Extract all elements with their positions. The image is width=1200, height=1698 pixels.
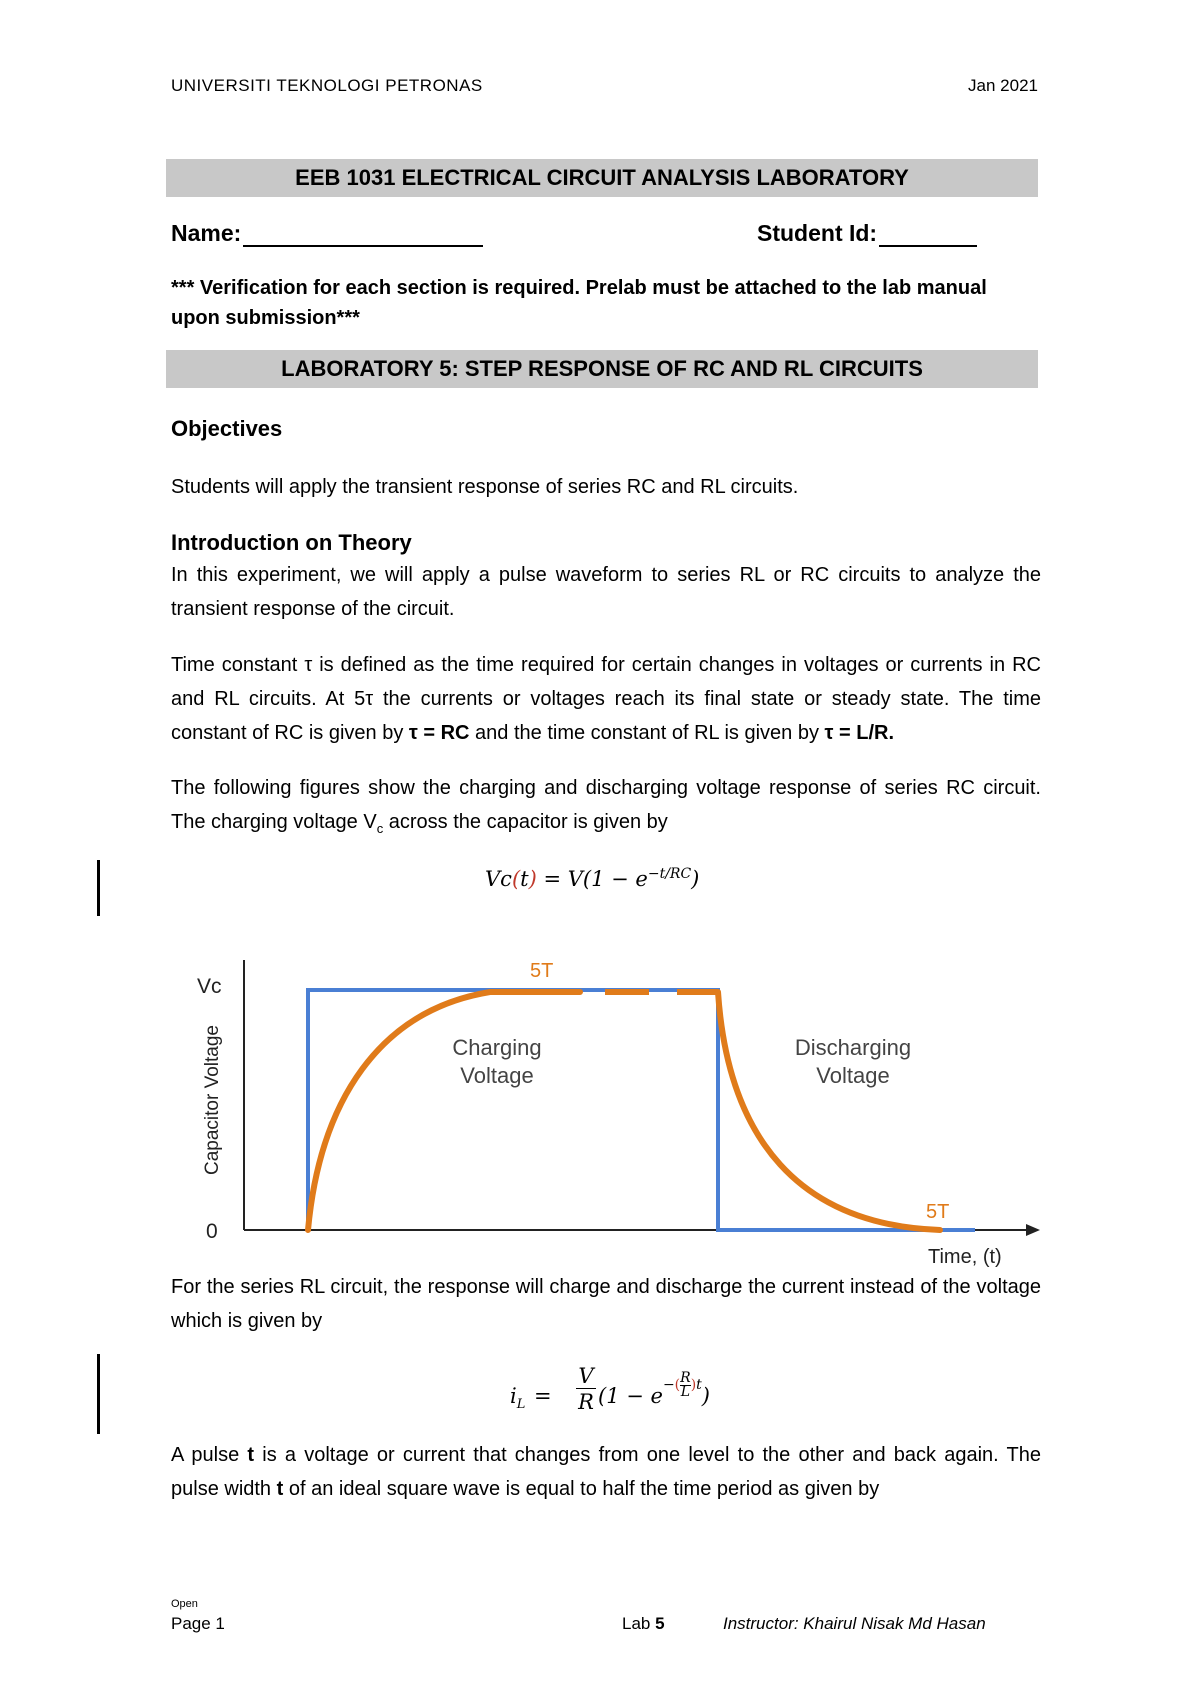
revision-bar-2 bbox=[97, 1354, 100, 1434]
p2-text-b: and the time constant of RL is given by bbox=[469, 722, 825, 744]
eq1-exponent: −t/RC bbox=[647, 866, 692, 882]
eq1-lhs: Vc bbox=[485, 867, 512, 891]
p5-text-c: of an ideal square wave is equal to half the time period as given by bbox=[283, 1478, 880, 1500]
eq2-equals: = bbox=[534, 1384, 552, 1408]
eq2-numerator: V bbox=[576, 1364, 596, 1389]
charging-equation bbox=[485, 866, 699, 891]
intro-paragraph-1: In this experiment, we will apply a pulse waveform to series RL or RC circuits to analyze the transient response of the circuit. bbox=[171, 564, 1041, 620]
footer-classification: Open bbox=[171, 1598, 198, 1610]
name-field[interactable] bbox=[171, 220, 483, 247]
discharging-curve bbox=[718, 992, 940, 1230]
student-id-field[interactable] bbox=[757, 220, 977, 247]
header-university: UNIVERSITI TEKNOLOGI PETRONAS bbox=[171, 76, 483, 95]
p3-text-a: The following figures show the charging and discharging voltage response of series RC circuit. The charging voltage V bbox=[171, 777, 1041, 833]
eq2-exp-t: t bbox=[696, 1377, 702, 1393]
p3-text-b: across the capacitor is given by bbox=[383, 811, 668, 833]
eq2-exp-paren-open: ( bbox=[674, 1377, 681, 1393]
footer-lab-no: 5 bbox=[655, 1614, 665, 1633]
intro-paragraph-4: For the series RL circuit, the response will charge and discharge the current instead of the voltage which is given by bbox=[171, 1276, 1041, 1332]
name-underline[interactable] bbox=[243, 223, 483, 247]
footer-lab bbox=[622, 1614, 665, 1634]
marker-top-5t: 5T bbox=[530, 960, 554, 982]
course-title-banner: EEB 1031 ELECTRICAL CIRCUIT ANALYSIS LABORATORY bbox=[166, 159, 1038, 197]
eq2-exp-paren-close: ) bbox=[690, 1377, 697, 1393]
eq2-exp-den: L bbox=[680, 1383, 691, 1400]
p5-t1: t bbox=[247, 1444, 255, 1466]
objectives-text: Students will apply the transient response of series RC and RL circuits. bbox=[171, 476, 799, 498]
header-date: Jan 2021 bbox=[968, 76, 1038, 95]
eq1-arg-close: ) bbox=[528, 867, 537, 891]
x-axis-label: Time, (t) bbox=[928, 1246, 1002, 1268]
eq2-exponent bbox=[662, 1369, 702, 1400]
discharging-label-2: Voltage bbox=[816, 1063, 890, 1088]
student-id-underline[interactable] bbox=[879, 223, 977, 247]
name-label: Name: bbox=[171, 220, 242, 246]
eq2-body-text: (1 − e bbox=[598, 1384, 663, 1408]
eq1-rhs: = V(1 − e bbox=[536, 867, 648, 891]
footer-lab-label: Lab bbox=[622, 1614, 651, 1633]
eq1-arg: t bbox=[520, 867, 529, 891]
p5-text-b: is a voltage or current that changes from one level to the other and back again. The pulse width bbox=[171, 1444, 1041, 1500]
lab-title-banner: LABORATORY 5: STEP RESPONSE OF RC AND RL CIRCUITS bbox=[166, 350, 1038, 388]
p5-t2: t bbox=[276, 1478, 284, 1500]
revision-bar bbox=[97, 860, 100, 916]
eq2-close: ) bbox=[701, 1384, 710, 1408]
marker-bottom-5t: 5T bbox=[926, 1201, 950, 1223]
y-top-label: Vc bbox=[197, 975, 222, 998]
p2-text-a: Time constant τ is defined as the time required for certain changes in voltages or currents in RC and RL circuits. At 5τ the currents or voltages reach its final state or steady state. The time constant of RC is given by bbox=[171, 654, 1041, 744]
charging-curve bbox=[308, 992, 580, 1230]
footer-page: Page 1 bbox=[171, 1614, 225, 1633]
student-id-label: Student Id: bbox=[757, 220, 878, 246]
eq2-lhs bbox=[510, 1384, 525, 1412]
eq1-close: ) bbox=[691, 867, 700, 891]
charging-label-2: Voltage bbox=[460, 1063, 534, 1088]
footer-instructor: Instructor: Khairul Nisak Md Hasan bbox=[723, 1614, 986, 1633]
p2-rc-formula: τ = RC bbox=[408, 722, 470, 744]
intro-heading: Introduction on Theory bbox=[171, 530, 412, 555]
eq2-exp-num: R bbox=[680, 1369, 691, 1386]
p5-text-a: A pulse bbox=[171, 1444, 248, 1466]
intro-paragraph-5 bbox=[171, 1438, 1041, 1506]
eq2-exp-minus: − bbox=[662, 1377, 675, 1393]
eq2-denominator: R bbox=[578, 1390, 594, 1414]
p2-end: . bbox=[888, 722, 895, 744]
x-axis-arrow bbox=[1026, 1224, 1040, 1236]
eq2-body bbox=[598, 1369, 710, 1413]
discharging-label-1: Discharging bbox=[794, 1035, 912, 1060]
eq1-arg-open: ( bbox=[511, 867, 521, 891]
intro-paragraph-3 bbox=[171, 771, 1041, 846]
charging-label-1: Charging bbox=[452, 1035, 542, 1060]
eq2-lhs-i: i bbox=[510, 1384, 517, 1408]
p3-subscript: c bbox=[376, 821, 384, 836]
y-axis-label: Capacitor Voltage bbox=[202, 1025, 223, 1175]
eq2-exp-fraction bbox=[680, 1369, 691, 1400]
verification-note: *** Verification for each section is required. Prelab must be attached to the lab manual upon submission*** bbox=[171, 277, 987, 329]
objectives-heading: Objectives bbox=[171, 416, 283, 441]
eq2-lhs-sub: L bbox=[516, 1397, 526, 1413]
rc-response-figure bbox=[0, 940, 1200, 1270]
p2-rl-formula: τ = L/R bbox=[824, 722, 889, 744]
intro-paragraph-2 bbox=[171, 648, 1041, 750]
y-zero-label: 0 bbox=[206, 1220, 218, 1243]
